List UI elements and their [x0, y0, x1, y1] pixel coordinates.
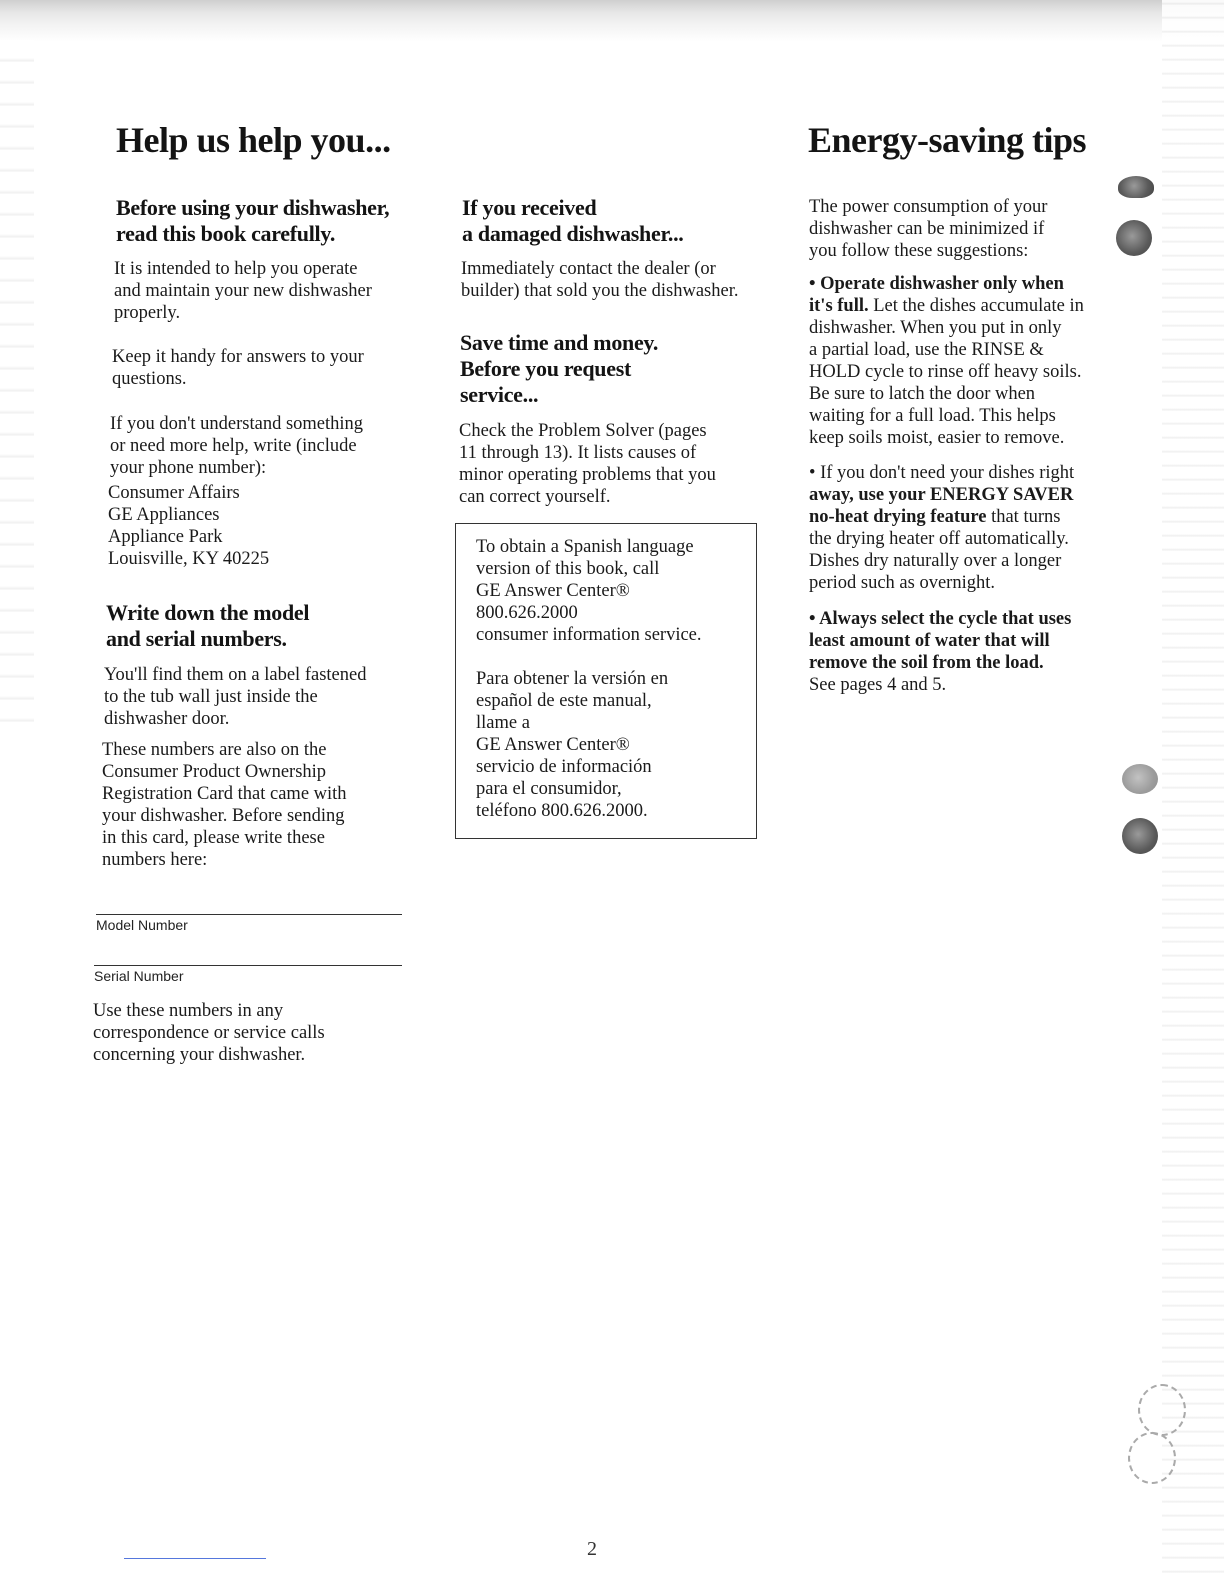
- serial-number-label: Serial Number: [94, 968, 184, 984]
- model-serial-heading: Write down the model and serial numbers.: [106, 600, 310, 651]
- read-carefully-heading: Before using your dishwasher, read this book carefully.: [116, 195, 390, 246]
- binder-hole-icon: [1122, 764, 1158, 794]
- model-number-label: Model Number: [96, 917, 188, 933]
- binder-hole-icon: [1116, 220, 1152, 256]
- right-page-title: Energy-saving tips: [808, 120, 1087, 160]
- binder-ring-icon: [1128, 1432, 1176, 1484]
- model-para-2: These numbers are also on the Consumer Product Ownership Registration Card that came with your dishwasher. Before sending in this card, please write these numbers here:: [102, 740, 347, 870]
- save-time-heading: Save time and money. Before you request service...: [460, 330, 659, 407]
- scan-edge-right: [1162, 0, 1224, 1584]
- scan-edge-left: [0, 40, 34, 740]
- model-para-1: You'll find them on a label fastened to the tub wall just inside the dishwasher door.: [104, 665, 367, 729]
- read-para-1: It is intended to help you operate and maintain your new dishwasher properly.: [114, 259, 372, 323]
- spanish-version-box: [455, 523, 757, 839]
- page-number: 2: [587, 1538, 597, 1560]
- spanish-box-english: To obtain a Spanish language version of this book, call GE Answer Center® 800.626.2000 consumer information service.: [476, 537, 702, 645]
- energy-tip-3: • Always select the cycle that uses least amount of water that will remove the soil from the load. See pages 4 and 5.: [809, 609, 1072, 695]
- energy-intro: The power consumption of your dishwasher can be minimized if you follow these suggestions:: [809, 197, 1048, 261]
- left-page-title: Help us help you...: [116, 120, 391, 160]
- energy-tip-2: • If you don't need your dishes right away, use your ENERGY SAVER no-heat drying feature that turns the drying heater off automatically. Dishes dry naturally over a longer period such as overnight.: [809, 463, 1075, 593]
- read-para-3: If you don't understand something or need more help, write (include your phone number):: [110, 414, 364, 478]
- damaged-para: Immediately contact the dealer (or builder) that sold you the dishwasher.: [461, 259, 739, 301]
- energy-tip-1: • Operate dishwasher only when it's full. Let the dishes accumulate in dishwasher. When you put in only a partial load, use the RINSE & HOLD cycle to rinse off heavy soils. Be sure to latch the door when waiting for a full load. This helps keep soils moist, easier to remove.: [809, 274, 1084, 448]
- mailing-address: Consumer Affairs GE Appliances Appliance Park Louisville, KY 40225: [108, 483, 270, 569]
- closing-para: Use these numbers in any correspondence or service calls concerning your dishwasher.: [93, 1001, 325, 1065]
- model-number-line[interactable]: [96, 914, 402, 915]
- binder-hole-icon: [1118, 176, 1154, 198]
- binder-ring-icon: [1138, 1384, 1186, 1436]
- serial-number-line[interactable]: [94, 965, 402, 966]
- read-para-2: Keep it handy for answers to your questions.: [112, 347, 364, 389]
- scan-edge-top: [0, 0, 1224, 42]
- save-time-para: Check the Problem Solver (pages 11 through 13). It lists causes of minor operating problems that you can correct yourself.: [459, 421, 716, 507]
- spanish-box-spanish: Para obtener la versión en español de este manual, llame a GE Answer Center® servicio de información para el consumidor, teléfono 800.626.2000.: [476, 669, 669, 821]
- footer-rule: [124, 1558, 266, 1559]
- damaged-heading: If you received a damaged dishwasher...: [462, 195, 684, 246]
- binder-hole-icon: [1122, 818, 1158, 854]
